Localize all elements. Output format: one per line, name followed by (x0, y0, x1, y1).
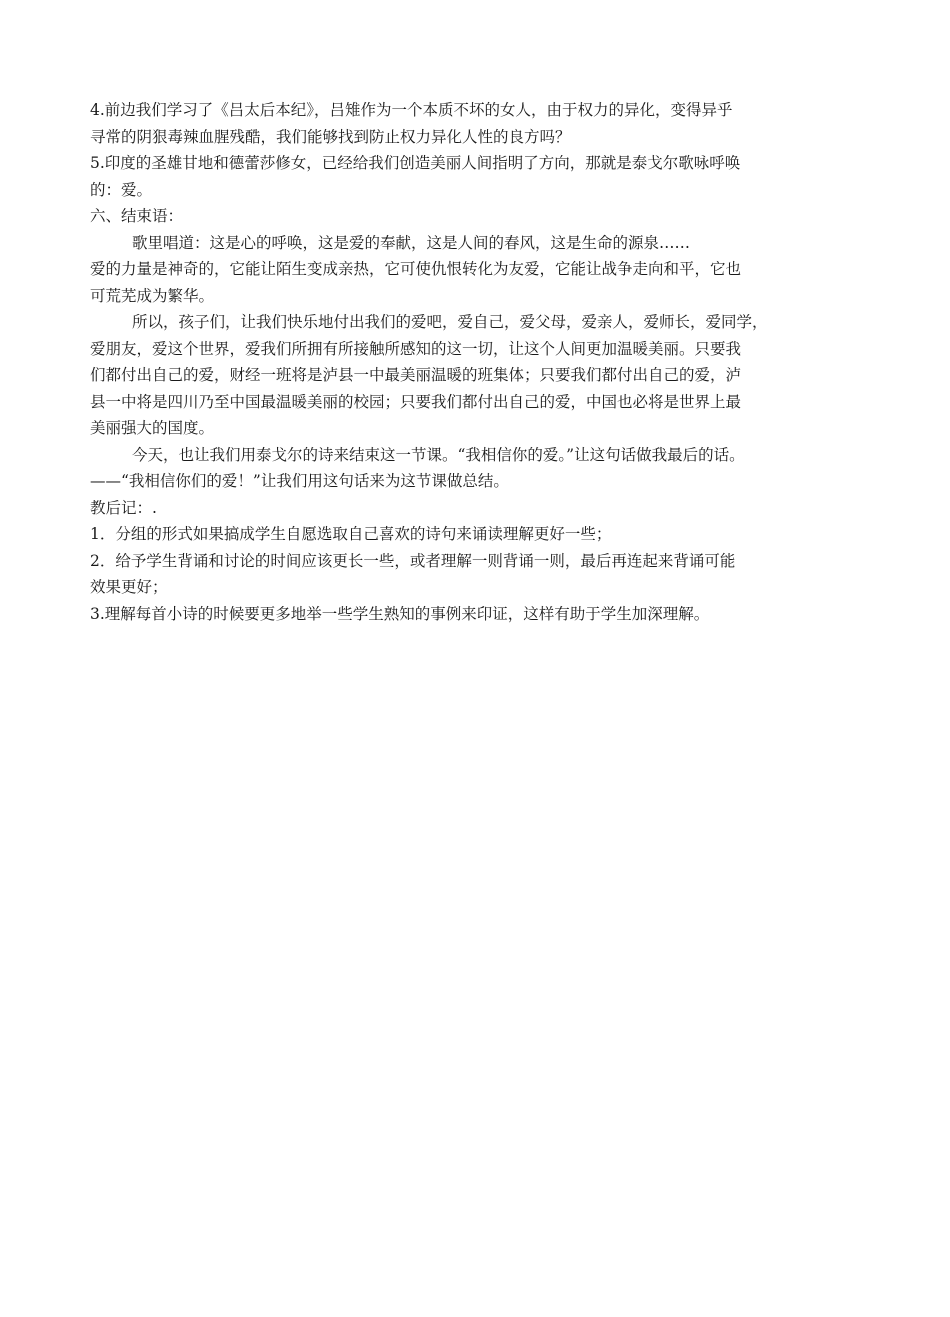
text-line: 效果更好； (90, 578, 168, 596)
text-line: 2．给予学生背诵和讨论的时间应该更长一些，或者理解一则背诵一则，最后再连起来背诵可能 (90, 551, 736, 570)
text-line: 所以，孩子们，让我们快乐地付出我们的爱吧，爱自己，爱父母，爱亲人，爱师长，爱同学， (132, 313, 768, 331)
section-heading: 教后记：. (90, 498, 157, 517)
text-line: 今天，也让我们用泰戈尔的诗来结束这一节课。“我相信你的爱。”让这句话做我最后的话。 (132, 445, 745, 464)
text-line: ——“我相信你们的爱！”让我们用这句话来为这节课做总结。 (90, 472, 509, 490)
text-line: 3.理解每首小诗的时候要更多地举一些学生熟知的事例来印证，这样有助于学生加深理解。 (90, 604, 710, 623)
section-heading: 六、结束语： (90, 207, 184, 225)
document-body (90, 97, 870, 627)
text-line: 1．分组的形式如果搞成学生自愿选取自己喜欢的诗句来诵读理解更好一些； (90, 525, 612, 543)
text-line: 歌里唱道：这是心的呼唤，这是爱的奉献，这是人间的春风，这是生命的源泉…… (132, 233, 691, 252)
text-line: 5.印度的圣雄甘地和德蕾莎修女，已经给我们创造美丽人间指明了方向，那就是泰戈尔歌咏呼唤 (90, 154, 741, 172)
text-line: 爱朋友，爱这个世界，爱我们所拥有所接触所感知的这一切，让这个人间更加温暖美丽。只要我 (90, 339, 742, 358)
text-line: 爱的力量是神奇的，它能让陌生变成亲热，它可使仇恨转化为友爱，它能让战争走向和平，它也 (90, 260, 742, 278)
text-line: 的：爱。 (90, 180, 153, 199)
text-line: 县一中将是四川乃至中国最温暖美丽的校园；只要我们都付出自己的爱，中国也必将是世界上最 (90, 392, 742, 411)
text-line: 可荒芜成为繁华。 (90, 286, 215, 305)
text-line: 4.前边我们学习了《吕太后本纪》，吕雉作为一个本质不坏的女人，由于权力的异化，变得异乎 (90, 101, 733, 119)
text-line: 美丽强大的国度。 (90, 419, 215, 437)
text-line: 寻常的阴狠毒辣血腥残酷，我们能够找到防止权力异化人性的良方吗？ (90, 127, 571, 146)
text-line: 们都付出自己的爱，财经一班将是泸县一中最美丽温暖的班集体；只要我们都付出自己的爱，泸 (90, 366, 742, 384)
